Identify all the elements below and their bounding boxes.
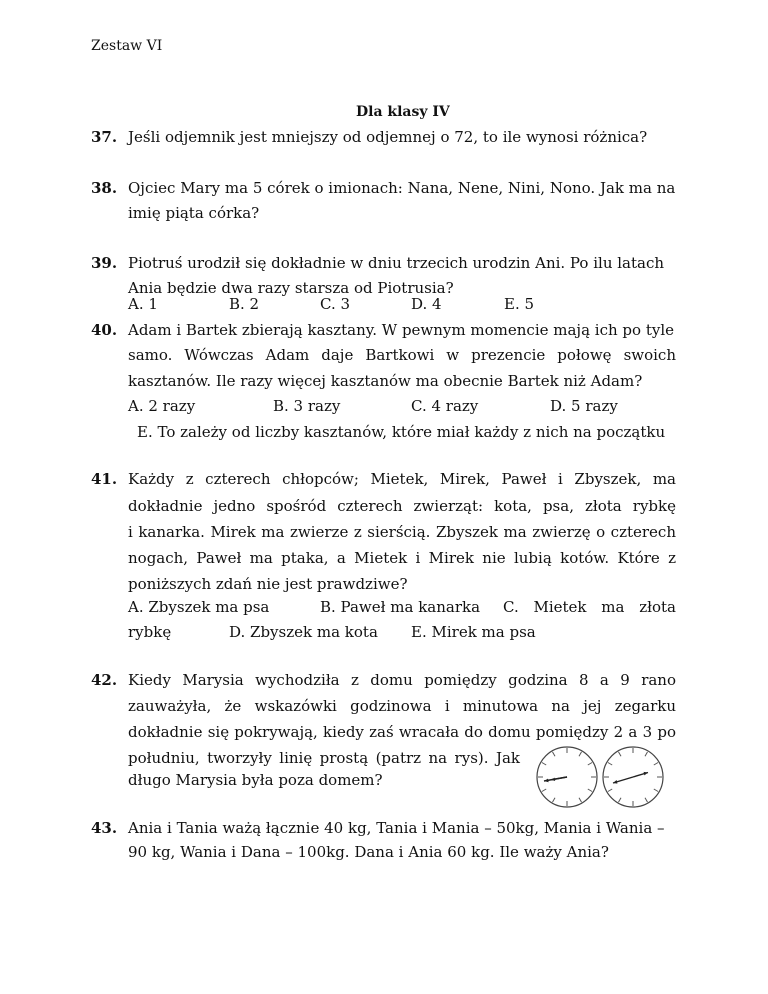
question-number: 42. (91, 671, 118, 689)
clock-morning (535, 745, 599, 809)
question-number: 38. (91, 179, 118, 197)
question-text-line: Ojciec Mary ma 5 córek o imionach: Nana, Nene, Nini, Nono. Jak ma na (128, 179, 676, 197)
answer-option: E. 5 (504, 295, 535, 313)
answer-option: B. 3 razy (273, 397, 341, 415)
answer-option: D. 5 razy (550, 397, 618, 415)
answer-option: E. Mirek ma psa (411, 623, 536, 641)
answer-option: A. Zbyszek ma psa (128, 598, 270, 616)
answer-option: C. Mietek ma złota (503, 598, 676, 616)
clock-afternoon (601, 745, 665, 809)
question-number: 37. (91, 128, 118, 146)
question-text-line: zauważyła, że wskazówki godzinowa i minutowa na jej zegarku (128, 697, 676, 715)
question-text-line: kasztanów. Ile razy więcej kasztanów ma obecnie Bartek niż Adam? (128, 372, 643, 390)
question-text-line: i kanarka. Mirek ma zwierze z sierścią. Zbyszek ma zwierzę o czterech (128, 523, 676, 541)
question-text-line: 90 kg, Wania i Dana – 100kg. Dana i Ania 60 kg. Ile waży Ania? (128, 843, 609, 861)
answer-option: A. 1 (128, 295, 158, 313)
question-text-line: południu, tworzyły linię prostą (patrz na rys). Jak (128, 749, 520, 767)
question-text-line: imię piąta córka? (128, 204, 260, 222)
question-text-line: nogach, Paweł ma ptaka, a Mietek i Mirek nie lubią kotów. Które z (128, 549, 676, 567)
question-text: Jeśli odjemnik jest mniejszy od odjemnej o 72, to ile wynosi różnica? (128, 128, 648, 146)
answer-option: C. 3 (320, 295, 351, 313)
question-text-line: długo Marysia była poza domem? (128, 771, 383, 789)
question-text-line: samo. Wówczas Adam daje Bartkowi w prezencie połowę swoich (128, 346, 676, 364)
answer-option: D. 4 (411, 295, 442, 313)
question-text-line: dokładnie jedno spośród czterech zwierząt: kota, psa, złota rybkę (128, 497, 676, 515)
question-text-line: Adam i Bartek zbierają kasztany. W pewnym momencie mają ich po tyle (128, 321, 674, 339)
question-text-line: Ania będzie dwa razy starsza od Piotrusia? (128, 279, 454, 297)
question-text-line: Każdy z czterech chłopców; Mietek, Mirek, Paweł i Zbyszek, ma (128, 470, 676, 488)
question-text-line: Ania i Tania ważą łącznie 40 kg, Tania i Mania – 50kg, Mania i Wania – (128, 819, 665, 837)
answer-option: D. Zbyszek ma kota (229, 623, 378, 641)
question-text-line: dokładnie się pokrywają, kiedy zaś wracała do domu pomiędzy 2 a 3 po (128, 723, 676, 741)
question-number: 41. (91, 470, 118, 488)
question-text-line: poniższych zdań nie jest prawdziwe? (128, 575, 408, 593)
answer-option: B. Paweł ma kanarka (320, 598, 481, 616)
question-text-line: Kiedy Marysia wychodziła z domu pomiędzy godzina 8 a 9 rano (128, 671, 676, 689)
answer-option: rybkę (128, 623, 172, 641)
question-number: 39. (91, 254, 118, 272)
answer-option: B. 2 (229, 295, 260, 313)
answer-option: A. 2 razy (128, 397, 196, 415)
question-number: 40. (91, 321, 118, 339)
answer-option: E. To zależy od liczby kasztanów, które miał każdy z nich na początku (137, 423, 666, 441)
set-header: Zestaw VI (91, 38, 163, 54)
question-number: 43. (91, 819, 118, 837)
answer-option: C. 4 razy (411, 397, 479, 415)
section-title: Dla klasy IV (356, 104, 450, 120)
question-text-line: Piotruś urodził się dokładnie w dniu trzecich urodzin Ani. Po ilu latach (128, 254, 665, 272)
